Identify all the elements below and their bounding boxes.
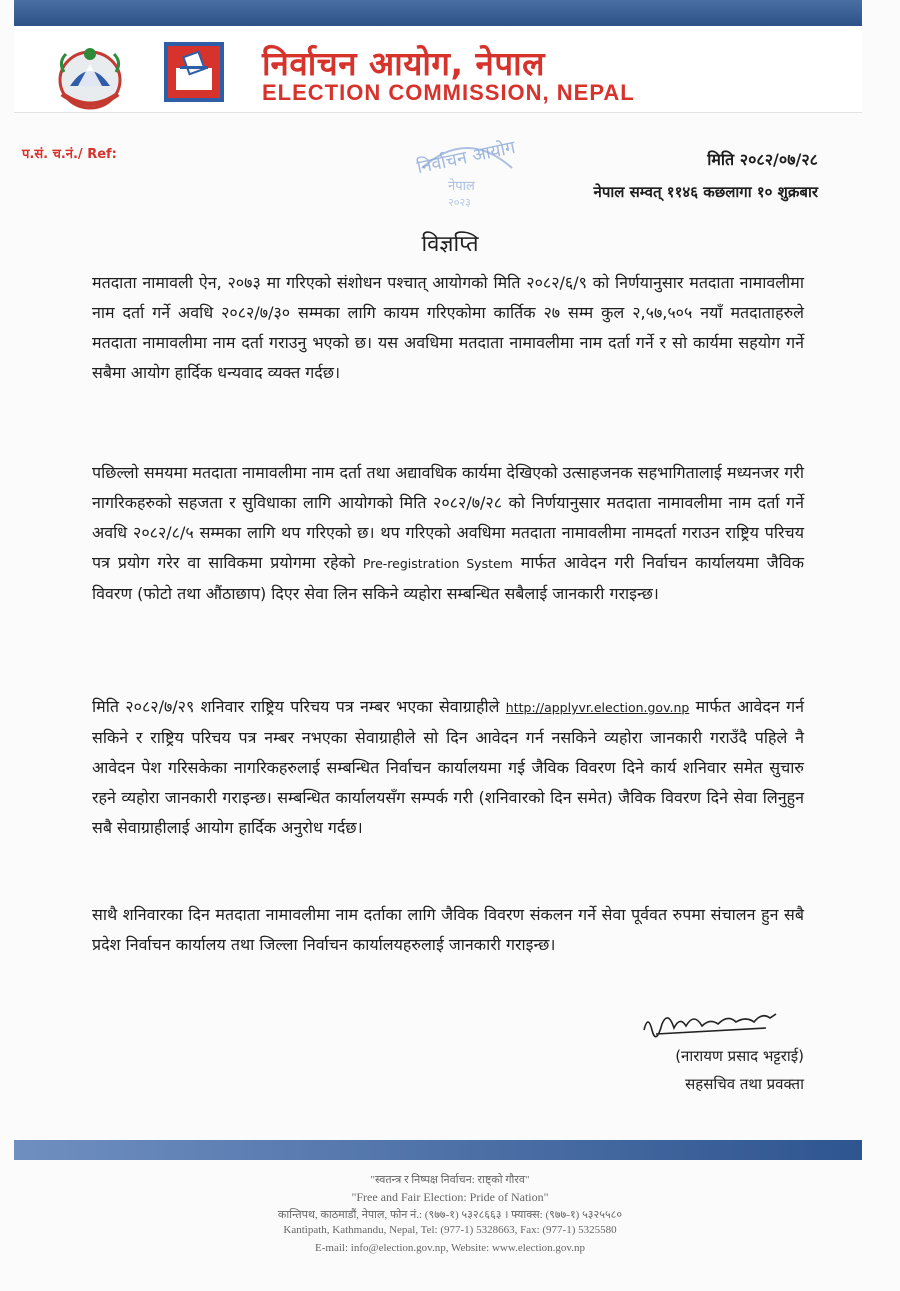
footer-motto-nepali: "स्वतन्त्र र निष्पक्ष निर्वाचन: राष्ट्को गौरव" (370, 1174, 530, 1186)
issue-date: मिति २०८२/०७/२८ (707, 150, 818, 169)
header-top-bar (14, 0, 862, 26)
commission-logo-icon (164, 42, 224, 102)
footer-contact: E-mail: info@election.gov.np, Website: www.election.gov.np (315, 1242, 585, 1254)
paragraph-2-text-a: पछिल्लो समयमा मतदाता नामावलीमा नाम दर्ता तथा अद्यावधिक कार्यमा देखिएको उत्साहजनक सहभागितालाई मध्यनजर गरी नागरिकहरुको सहजता र सुविधाका लागि आयोगको मिति २०८२/७/२८ को निर्णयानुसार मतदाता नामावलीमा नाम दर्ता गर्ने अवधि २०८२/८/५ सम्मका लागि थप गरिएको छ। थप गरिएको अवधिमा मतदाता नामावलीमा नामदर्ता गराउन राष्ट्रिय परिचय पत्र प्रयोग गरेर वा साविकमा प्रयोगमा रहेको (92, 463, 804, 572)
footer-address-english: Kantipath, Kathmandu, Nepal, Tel: (977-1) 5328663, Fax: (977-1) 5325580 (283, 1224, 617, 1236)
official-stamp-icon (402, 128, 532, 208)
nepal-emblem-icon (48, 42, 132, 112)
notice-title: विज्ञप्ति (421, 232, 479, 257)
svg-text:निर्वाचन आयोग: निर्वाचन आयोग (414, 136, 518, 179)
paragraph-2-text-b: मार्फत आवेदन गरी निर्वाचन कार्यालयमा जैविक विवरण (फोटो तथा औंठाछाप) दिएर सेवा लिन सकिने व्यहोरा सम्बन्धित सबैलाई जानकारी गराइन्छ। (92, 553, 804, 603)
signatory-name: (नारायण प्रसाद भट्टराई) (675, 1047, 804, 1065)
reference-label: प.सं. च.नं./ Ref: (22, 147, 117, 162)
svg-text:नेपाल: नेपाल (448, 179, 475, 194)
notice-paragraph-2 (92, 458, 804, 609)
notice-paragraph-3 (92, 692, 804, 843)
pre-registration-system-text: Pre-registration System (362, 556, 513, 571)
organization-name-nepali: निर्वाचन आयोग, नेपाल (262, 44, 546, 83)
paragraph-3-text-b: मार्फत आवेदन गर्न सकिने र राष्ट्रिय परिचय पत्र नम्बर नभएका सेवाग्राहीले सो दिन आवेदन गर्न नसकिने व्यहोरा जानकारी गराउँदै पहिले नै आवेदन पेश गरिसकेका नागरिकहरुलाई सम्बन्धित निर्वाचन कार्यालयमा गई जैविक विवरण दिने कार्य शनिवार समेत सुचारु रहने व्यहोरा जानकारी गराइन्छ। सम्बन्धित कार्यालयसँग सम्पर्क गरी (शनिवारको दिन समेत) जैविक विवरण दिने सेवा लिनुहुन सबै सेवाग्राहीलाई आयोग हार्दिक अनुरोध गर्दछ। (92, 697, 804, 837)
notice-paragraph-1: मतदाता नामावली ऐन, २०७३ मा गरिएको संशोधन पश्चात् आयोगको मिति २०८२/६/९ को निर्णयानुसार मतदाता नामावलीमा नाम दर्ता गर्ने अवधि २०८२/७/३० सम्मका लागि कायम गरिएकोमा कार्तिक २७ सम्म कुल २,५७,५०५ नयाँ मतदाताहरुले मतदाता नामावलीमा नाम दर्ता गराउनु भएको छ। यस अवधिमा मतदाता नामावलीमा नाम दर्ता गर्ने र सो कार्यमा सहयोग गर्ने सबैमा आयोग हार्दिक धन्यवाद व्यक्त गर्दछ। (92, 273, 804, 382)
paragraph-3-text-a: मिति २०८२/७/२९ शनिवार राष्ट्रिय परिचय पत्र नम्बर भएका सेवाग्राहीले (92, 697, 506, 716)
organization-name-english: ELECTION COMMISSION, NEPAL (262, 80, 635, 105)
notice-paragraph-4: साथै शनिवारका दिन मतदाता नामावलीमा नाम दर्ताका लागि जैविक विवरण संकलन गर्ने सेवा पूर्ववत रुपमा संचालन हुन सबै प्रदेश निर्वाचन कार्यालय तथा जिल्ला निर्वाचन कार्यालयहरुलाई जानकारी गराइन्छ। (92, 905, 804, 954)
nepal-sambat-date: नेपाल सम्वत् ११४६ कछलागा १० शुक्रबार (593, 183, 818, 201)
footer-bar (14, 1140, 862, 1160)
apply-voter-registration-link[interactable]: http://applyvr.election.gov.np (505, 700, 690, 715)
signatory-title: सहसचिव तथा प्रवक्ता (685, 1075, 804, 1093)
signature-icon (636, 1000, 796, 1040)
footer-address-nepali: कान्तिपथ, काठमाडौं, नेपाल, फोन नं.: (९७७-१) ५३२८६६३ । फ्याक्स: (९७७-१) ५३२५५८० (277, 1209, 623, 1221)
svg-text:२०२३: २०२३ (448, 196, 471, 208)
footer-motto-english: "Free and Fair Election: Pride of Nation" (351, 1190, 549, 1204)
